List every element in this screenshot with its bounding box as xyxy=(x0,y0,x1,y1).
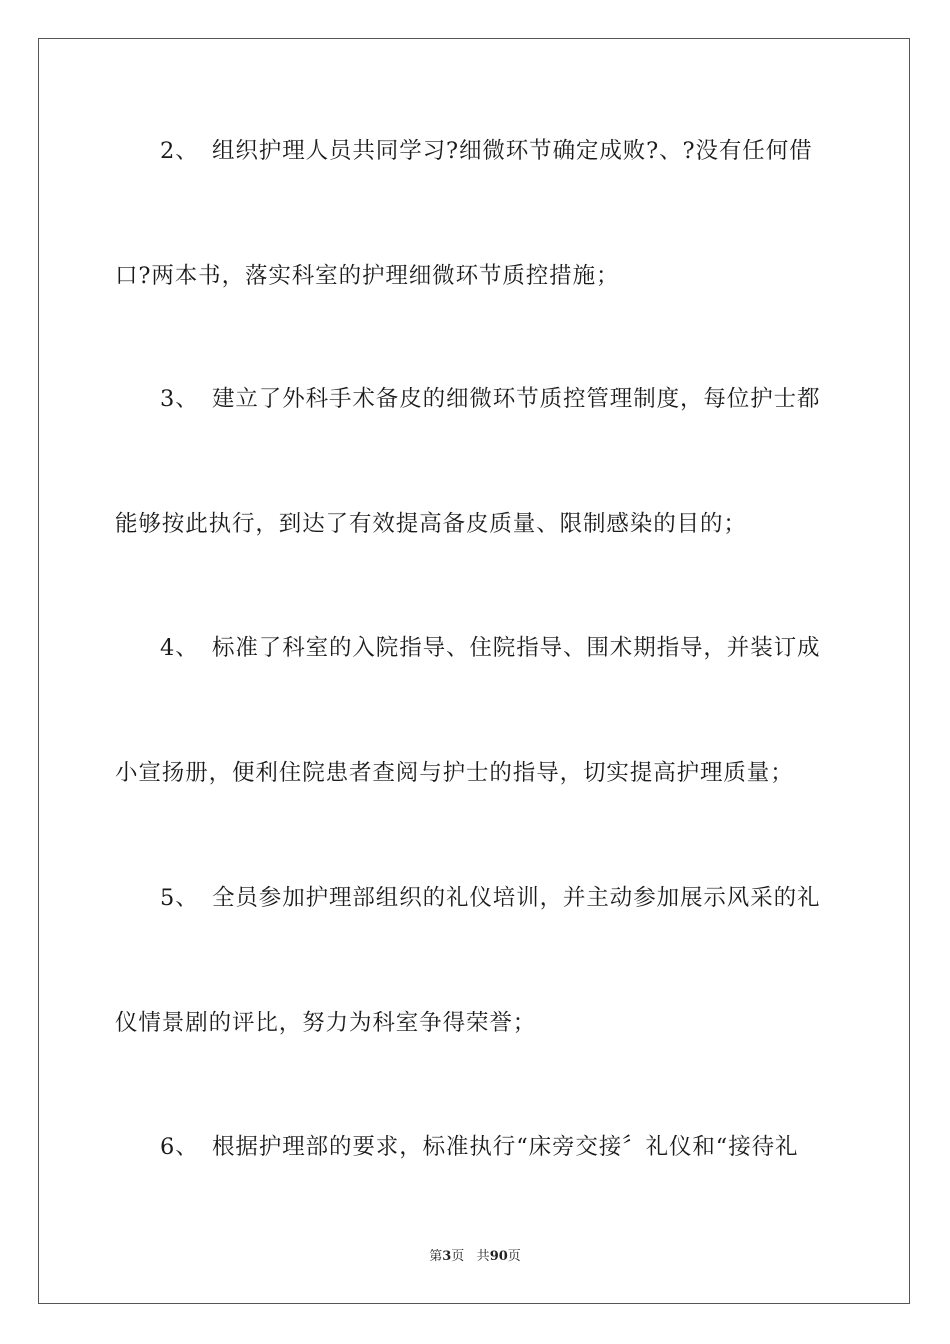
item-number: 5、 xyxy=(160,885,199,911)
paragraph-5-line-1 xyxy=(160,884,820,912)
paragraph-text: 建立了外科手术备皮的细微环节质控管理制度，每位护士都 xyxy=(212,386,821,412)
paragraph-text: 全员参加护理部组织的礼仪培训，并主动参加展示风采的礼 xyxy=(212,885,821,911)
paragraph-5-line-2: 仪情景剧的评比，努力为科室争得荣誉； xyxy=(115,1010,537,1036)
current-page-number: 3 xyxy=(442,1249,452,1264)
paragraph-3-line-2: 能够按此执行，到达了有效提高备皮质量、限制感染的目的； xyxy=(115,511,747,537)
total-suffix: 页 xyxy=(507,1249,521,1264)
paragraph-4-line-2: 小宣扬册，便利住院患者查阅与护士的指导，切实提高护理质量； xyxy=(115,760,794,786)
page-prefix: 第 xyxy=(429,1249,443,1264)
paragraph-2-line-2: 口?两本书，落实科室的护理细微环节质控措施； xyxy=(115,263,620,289)
total-pages-number: 90 xyxy=(489,1249,508,1264)
page-footer xyxy=(0,1248,950,1266)
item-number: 6、 xyxy=(160,1134,199,1160)
paragraph-text: 标准了科室的入院指导、住院指导、围术期指导，并装订成 xyxy=(212,635,821,661)
paragraph-2-line-1 xyxy=(160,137,813,165)
item-number: 3、 xyxy=(160,386,199,412)
page-suffix: 页 xyxy=(451,1249,465,1264)
paragraph-3-line-1 xyxy=(160,385,820,413)
paragraph-text: 组织护理人员共同学习?细微环节确定成败?、?没有任何借 xyxy=(212,138,813,164)
item-number: 4、 xyxy=(160,635,199,661)
paragraph-4-line-1 xyxy=(160,634,820,662)
total-prefix: 共 xyxy=(476,1249,490,1264)
paragraph-text: 根据护理部的要求，标准执行“床旁交接〞礼仪和“接待礼 xyxy=(212,1134,799,1160)
paragraph-6-line-1 xyxy=(160,1133,798,1161)
item-number: 2、 xyxy=(160,138,199,164)
page-border xyxy=(38,38,910,1304)
